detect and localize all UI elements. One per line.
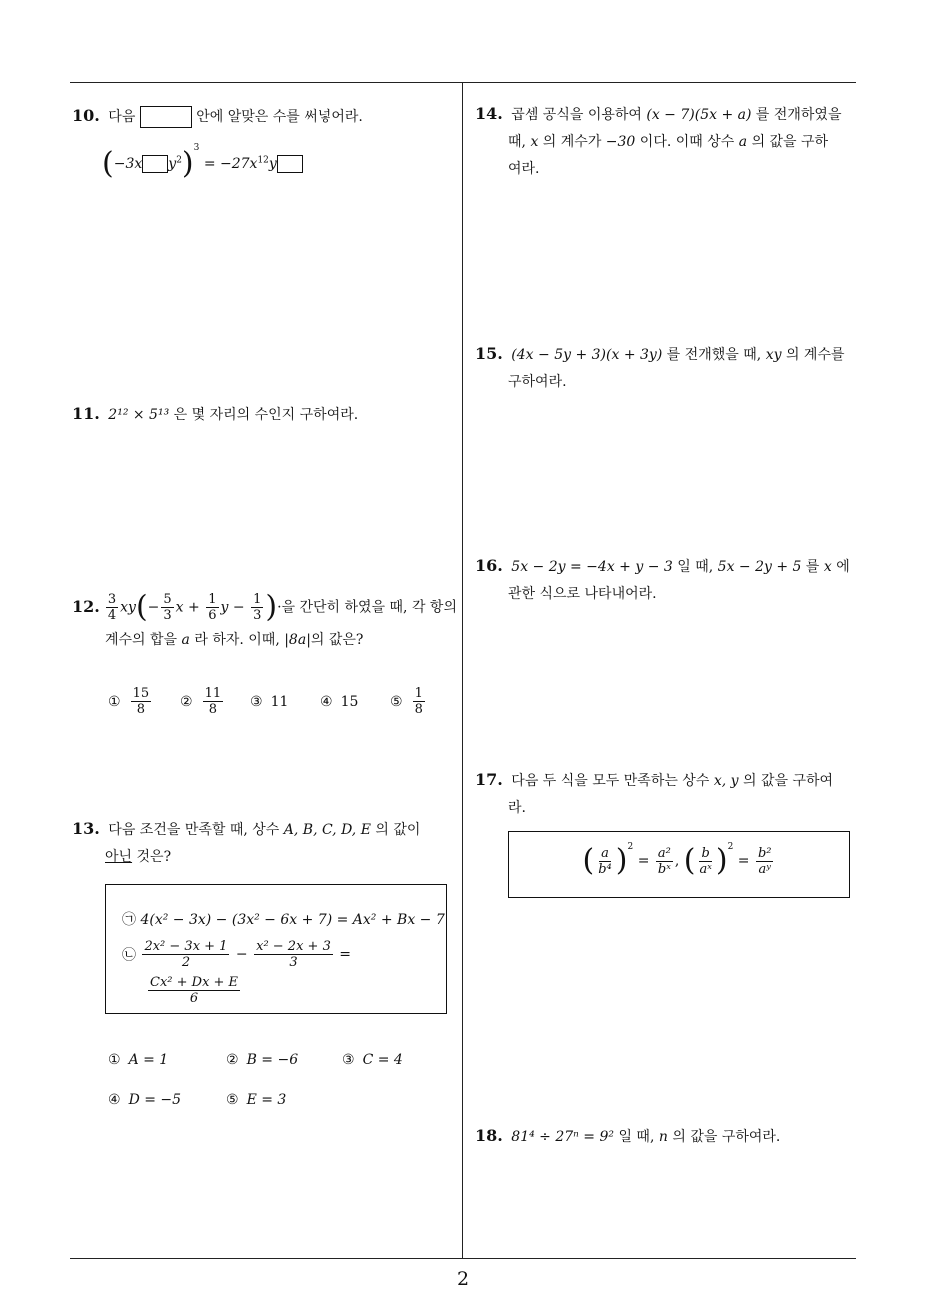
problem-text: 를 전개했을 때, bbox=[666, 347, 762, 363]
problem-number: 11. bbox=[72, 404, 100, 423]
fraction bbox=[203, 686, 224, 717]
problem-text: 의 값을 구하 bbox=[751, 134, 829, 150]
problem-text: 계수의 합을 bbox=[105, 632, 178, 648]
numerator: 2x² − 3x + 1 bbox=[144, 939, 228, 954]
problem-15-line1 bbox=[475, 340, 860, 369]
right-paren: ) bbox=[181, 146, 194, 181]
fraction bbox=[131, 686, 152, 717]
problem-number: 17. bbox=[475, 770, 503, 789]
bottom-rule bbox=[70, 1258, 856, 1259]
problem-number: 15. bbox=[475, 344, 503, 363]
problem-text: 를 전개하였을 bbox=[755, 107, 842, 123]
choice-mark: ① bbox=[108, 1052, 121, 1068]
problem-10-line1 bbox=[72, 102, 452, 131]
choice-mark: ③ bbox=[342, 1052, 355, 1068]
numerator: b bbox=[701, 845, 710, 861]
problem-number: 13. bbox=[72, 819, 100, 838]
numerator: x² − 2x + 3 bbox=[256, 939, 331, 954]
fraction bbox=[656, 846, 673, 877]
variables: x, y bbox=[713, 773, 739, 789]
problem-text: 의 값을 구하여라. bbox=[672, 1129, 781, 1145]
problem-16 bbox=[475, 552, 860, 608]
fraction bbox=[161, 592, 173, 623]
problem-14-line1 bbox=[475, 100, 860, 129]
condition-2 bbox=[122, 939, 351, 970]
problem-number: 16. bbox=[475, 556, 503, 575]
problem-12-choices bbox=[108, 686, 448, 726]
left-paren: ( bbox=[135, 589, 148, 625]
problem-12 bbox=[72, 589, 457, 654]
problem-text: 이다. 이때 상수 bbox=[639, 134, 735, 150]
problem-text: 라 하자. 이때, bbox=[194, 632, 280, 648]
left-paren: ( bbox=[683, 843, 696, 878]
choice-1[interactable] bbox=[108, 686, 153, 717]
right-paren: ) bbox=[265, 589, 278, 625]
expression: 81⁴ ÷ 27ⁿ = 9² bbox=[511, 1129, 614, 1145]
problem-17-line1 bbox=[475, 766, 860, 795]
operator: − bbox=[235, 946, 248, 963]
problem-10-equation bbox=[102, 135, 452, 181]
variable: x bbox=[823, 559, 832, 575]
operator: = bbox=[339, 946, 352, 963]
problem-13-line2 bbox=[105, 844, 457, 871]
problem-text: 구하여라. bbox=[508, 374, 567, 390]
choice-5[interactable] bbox=[226, 1092, 286, 1108]
choice-value: B = −6 bbox=[246, 1052, 299, 1068]
variable: xy bbox=[120, 599, 136, 616]
denominator: 8 bbox=[414, 702, 423, 717]
denominator: 6 bbox=[189, 991, 199, 1006]
variable: a bbox=[738, 134, 748, 150]
choice-2[interactable] bbox=[180, 686, 225, 717]
denominator: 2 bbox=[181, 955, 191, 970]
problem-text: 다음 두 식을 모두 만족하는 상수 bbox=[511, 773, 710, 789]
choice-mark: ② bbox=[180, 693, 193, 710]
choice-value: C = 4 bbox=[362, 1052, 403, 1068]
exponent: 2 bbox=[727, 842, 734, 852]
problem-text: 은 몇 자리의 수인지 구하여라. bbox=[173, 407, 359, 423]
problem-15-line2 bbox=[508, 369, 860, 396]
denominator: 4 bbox=[107, 608, 117, 623]
denominator: 6 bbox=[208, 608, 217, 623]
choice-2[interactable] bbox=[226, 1052, 298, 1068]
problem-text: 일 때, bbox=[677, 559, 714, 575]
choice-3[interactable] bbox=[342, 1052, 403, 1068]
problem-16-line1 bbox=[475, 552, 860, 581]
fraction bbox=[206, 592, 218, 623]
choice-value: 15 bbox=[340, 694, 359, 710]
problem-text: 의 값은? bbox=[310, 632, 364, 648]
numerator: b² bbox=[757, 845, 772, 861]
expression: (x − 7)(5x + a) bbox=[646, 107, 752, 123]
equations bbox=[509, 842, 849, 877]
problem-11 bbox=[72, 400, 452, 429]
problem-18 bbox=[475, 1122, 860, 1151]
right-paren: ) bbox=[715, 843, 728, 878]
problem-number: 18. bbox=[475, 1126, 503, 1145]
separator: , bbox=[674, 853, 680, 869]
exponent: 3 bbox=[193, 143, 200, 153]
condition-1 bbox=[122, 909, 445, 929]
equation-term: y bbox=[168, 156, 177, 172]
variable: xy bbox=[765, 347, 782, 363]
choice-value: 11 bbox=[270, 694, 289, 710]
choice-5[interactable] bbox=[390, 686, 427, 717]
variables: A, B, C, D, E bbox=[283, 822, 371, 838]
page-number: 2 bbox=[456, 1268, 470, 1290]
problem-13-line1 bbox=[72, 815, 457, 844]
problem-number: 12. bbox=[72, 596, 100, 616]
denominator: bˣ bbox=[657, 861, 671, 877]
condition-equation: 4(x² − 3x) − (3x² − 6x + 7) = Ax² + Bx − 7 bbox=[140, 912, 445, 928]
choice-mark: ④ bbox=[108, 1092, 121, 1108]
left-paren: ( bbox=[582, 843, 595, 878]
problem-text: 때, bbox=[508, 134, 526, 150]
numerator: 1 bbox=[414, 686, 423, 701]
problem-text: 것은? bbox=[136, 849, 172, 865]
answer-blank[interactable] bbox=[142, 155, 168, 173]
problem-13-choices bbox=[108, 1052, 448, 1112]
problem-17 bbox=[475, 766, 860, 822]
variable: x bbox=[530, 134, 539, 150]
variable: x bbox=[175, 599, 184, 616]
numerator: a² bbox=[657, 845, 671, 861]
exponent: 12 bbox=[257, 155, 269, 166]
problem-text: ·을 간단히 하였을 때, 각 항의 bbox=[277, 599, 457, 616]
right-paren: ) bbox=[615, 843, 628, 878]
operator: = bbox=[737, 853, 750, 869]
problem-12-line2 bbox=[105, 627, 457, 654]
condition-mark: ㉡ bbox=[122, 947, 136, 964]
choice-mark: ③ bbox=[250, 694, 263, 710]
problem-15 bbox=[475, 340, 860, 396]
numerator: 3 bbox=[107, 592, 117, 607]
top-rule bbox=[70, 82, 856, 83]
equation-term: −3x bbox=[113, 156, 143, 172]
choice-mark: ⑤ bbox=[226, 1092, 239, 1108]
choice-4[interactable] bbox=[320, 694, 358, 710]
choice-mark: ① bbox=[108, 693, 121, 710]
problem-text: 곱셈 공식을 이용하여 bbox=[511, 107, 642, 123]
problem-text: 의 계수가 bbox=[542, 134, 602, 150]
problem-10 bbox=[72, 102, 452, 181]
problem-17-line2 bbox=[508, 795, 860, 822]
numerator: 1 bbox=[253, 592, 262, 607]
equation-box bbox=[508, 831, 850, 898]
fraction bbox=[697, 846, 713, 877]
numerator: Cx² + Dx + E bbox=[150, 975, 239, 990]
choice-value: D = −5 bbox=[128, 1092, 182, 1108]
problem-text: 의 계수를 bbox=[785, 347, 845, 363]
problem-text: 다음 bbox=[108, 109, 136, 125]
problem-text: 의 값을 구하여 bbox=[742, 773, 834, 789]
problem-text: 를 bbox=[805, 559, 820, 575]
denominator: aʸ bbox=[758, 861, 771, 877]
problem-text: 여라. bbox=[508, 161, 540, 177]
choice-1[interactable] bbox=[108, 1052, 168, 1068]
denominator: 8 bbox=[136, 702, 145, 717]
operator: + bbox=[188, 599, 200, 616]
numerator: 5 bbox=[163, 592, 172, 607]
problem-text: 에 bbox=[836, 559, 850, 575]
problem-16-line2 bbox=[508, 581, 860, 608]
answer-blank[interactable] bbox=[140, 106, 192, 128]
denominator: 3 bbox=[163, 608, 172, 623]
expression: |8a| bbox=[284, 632, 311, 648]
problem-text: 안에 알맞은 수를 써넣어라. bbox=[196, 109, 363, 125]
column-divider bbox=[462, 82, 463, 1258]
denominator: aˣ bbox=[699, 861, 712, 877]
exponent: 2 bbox=[627, 842, 634, 852]
condition-box bbox=[105, 884, 447, 1014]
problem-number: 10. bbox=[72, 106, 100, 125]
choice-4[interactable] bbox=[108, 1092, 181, 1108]
operator: = bbox=[637, 853, 650, 869]
answer-blank[interactable] bbox=[277, 155, 303, 173]
fraction bbox=[142, 939, 229, 970]
problem-14 bbox=[475, 100, 860, 183]
denominator: 3 bbox=[253, 608, 262, 623]
choice-mark: ⑤ bbox=[390, 693, 403, 710]
condition-2-rhs bbox=[146, 975, 242, 1006]
problem-13 bbox=[72, 815, 457, 871]
problem-12-line1: 12. $\frac{3}{4}$ xy(− $\frac{5}{3}$ x + $\frac{1}{6}$ y − $\frac{1}{3}$ )·을 간단히 하였을 때, 각 항의 bbox=[72, 589, 457, 625]
fraction bbox=[756, 846, 774, 877]
fraction bbox=[254, 939, 333, 970]
expression: 2¹² × 5¹³ bbox=[108, 407, 170, 423]
expression: 5x − 2y + 5 bbox=[717, 559, 802, 575]
problem-number: 14. bbox=[475, 104, 503, 123]
value: −30 bbox=[605, 134, 636, 150]
fraction bbox=[148, 975, 240, 1006]
problem-14-line2 bbox=[508, 129, 860, 156]
denominator: b⁴ bbox=[598, 861, 612, 877]
choice-mark: ② bbox=[226, 1052, 239, 1068]
problem-14-line3 bbox=[508, 156, 860, 183]
underlined-text: 아닌 bbox=[105, 849, 133, 865]
exponent: 2 bbox=[176, 155, 182, 166]
problem-text: 의 값이 bbox=[375, 822, 421, 838]
left-paren: ( bbox=[102, 146, 114, 181]
variable: y bbox=[220, 599, 229, 616]
condition-mark: ㉠ bbox=[122, 912, 136, 928]
fraction bbox=[251, 592, 263, 623]
fraction bbox=[106, 592, 118, 623]
numerator: 11 bbox=[204, 686, 222, 701]
equation-rhs: = −27x bbox=[203, 156, 258, 172]
numerator: 15 bbox=[132, 686, 150, 701]
problem-text: 라. bbox=[508, 800, 526, 816]
variable: a bbox=[181, 632, 190, 648]
numerator: 1 bbox=[208, 592, 217, 607]
choice-3[interactable] bbox=[250, 694, 288, 710]
equation-term: y bbox=[268, 156, 277, 172]
operator: − bbox=[232, 599, 245, 616]
numerator: a bbox=[601, 845, 609, 861]
problem-text: 다음 조건을 만족할 때, 상수 bbox=[108, 822, 280, 838]
problem-text: 관한 식으로 나타내어라. bbox=[508, 586, 657, 602]
denominator: 8 bbox=[208, 702, 217, 717]
variable: n bbox=[658, 1129, 668, 1145]
fraction bbox=[596, 846, 614, 877]
choice-mark: ④ bbox=[320, 694, 333, 710]
fraction bbox=[413, 686, 425, 717]
problem-text: 일 때, bbox=[618, 1129, 655, 1145]
expression: 5x − 2y = −4x + y − 3 bbox=[511, 559, 673, 575]
choice-value: A = 1 bbox=[128, 1052, 169, 1068]
expression: (4x − 5y + 3)(x + 3y) bbox=[511, 347, 663, 363]
denominator: 3 bbox=[289, 955, 298, 970]
choice-value: E = 3 bbox=[246, 1092, 287, 1108]
